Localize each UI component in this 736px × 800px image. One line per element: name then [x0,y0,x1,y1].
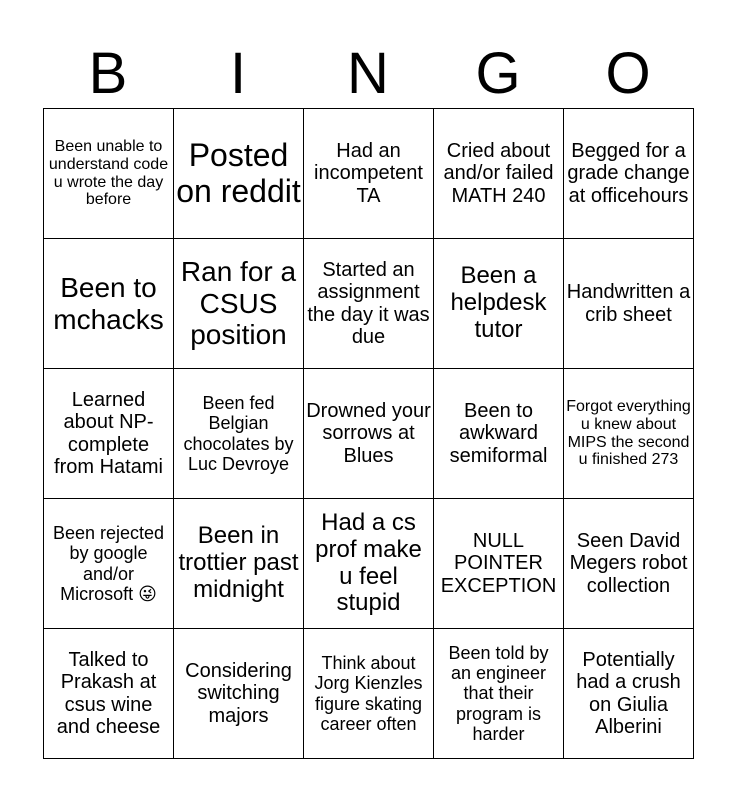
bingo-row [44,629,694,759]
bingo-cell[interactable]: Cried about and/or failed MATH 240 [434,109,564,239]
bingo-row [44,499,694,629]
bingo-cell[interactable]: Had an incompetent TA [304,109,434,239]
header-letter-i: I [229,41,247,106]
bingo-cell[interactable]: Forgot everything u knew about MIPS the second u finished 273 [564,369,694,499]
bingo-cell[interactable]: Been a helpdesk tutor [434,239,564,369]
bingo-cell[interactable]: Been to awkward semiformal [434,369,564,499]
bingo-cell[interactable]: Ran for a CSUS position [174,239,304,369]
bingo-cell[interactable]: Posted on reddit [174,109,304,239]
bingo-cell[interactable]: Been in trottier past midnight [174,499,304,629]
bingo-cell[interactable]: Seen David Megers robot collection [564,499,694,629]
bingo-cell[interactable]: Begged for a grade change at officehours [564,109,694,239]
bingo-cell[interactable]: Drowned your sorrows at Blues [304,369,434,499]
bingo-cell[interactable]: Handwritten a crib sheet [564,239,694,369]
bingo-cell[interactable]: Talked to Prakash at csus wine and cheese [44,629,174,759]
bingo-cell[interactable]: Think about Jorg Kienzles figure skating career often [304,629,434,759]
bingo-row [44,109,694,239]
header-letter-b: B [88,41,128,106]
bingo-cell[interactable]: Been unable to understand code u wrote the day before [44,109,174,239]
bingo-header [43,40,693,108]
header-letter-g: G [475,41,521,106]
bingo-cell[interactable]: Started an assignment the day it was due [304,239,434,369]
bingo-cell[interactable]: Been rejected by google and/or Microsoft 😜 [44,499,174,629]
bingo-row [44,369,694,499]
bingo-cell[interactable]: Been to mchacks [44,239,174,369]
bingo-cell[interactable]: Considering switching majors [174,629,304,759]
bingo-cell[interactable]: Been fed Belgian chocolates by Luc Devroye [174,369,304,499]
bingo-board [43,108,694,759]
bingo-cell[interactable]: NULL POINTER EXCEPTION [434,499,564,629]
header-letter-n: N [347,41,389,106]
bingo-cell[interactable]: Potentially had a crush on Giulia Alberini [564,629,694,759]
bingo-row [44,239,694,369]
bingo-cell[interactable]: Had a cs prof make u feel stupid [304,499,434,629]
bingo-cell[interactable]: Been told by an engineer that their program is harder [434,629,564,759]
header-letter-o: O [605,41,651,106]
bingo-cell[interactable]: Learned about NP-complete from Hatami [44,369,174,499]
